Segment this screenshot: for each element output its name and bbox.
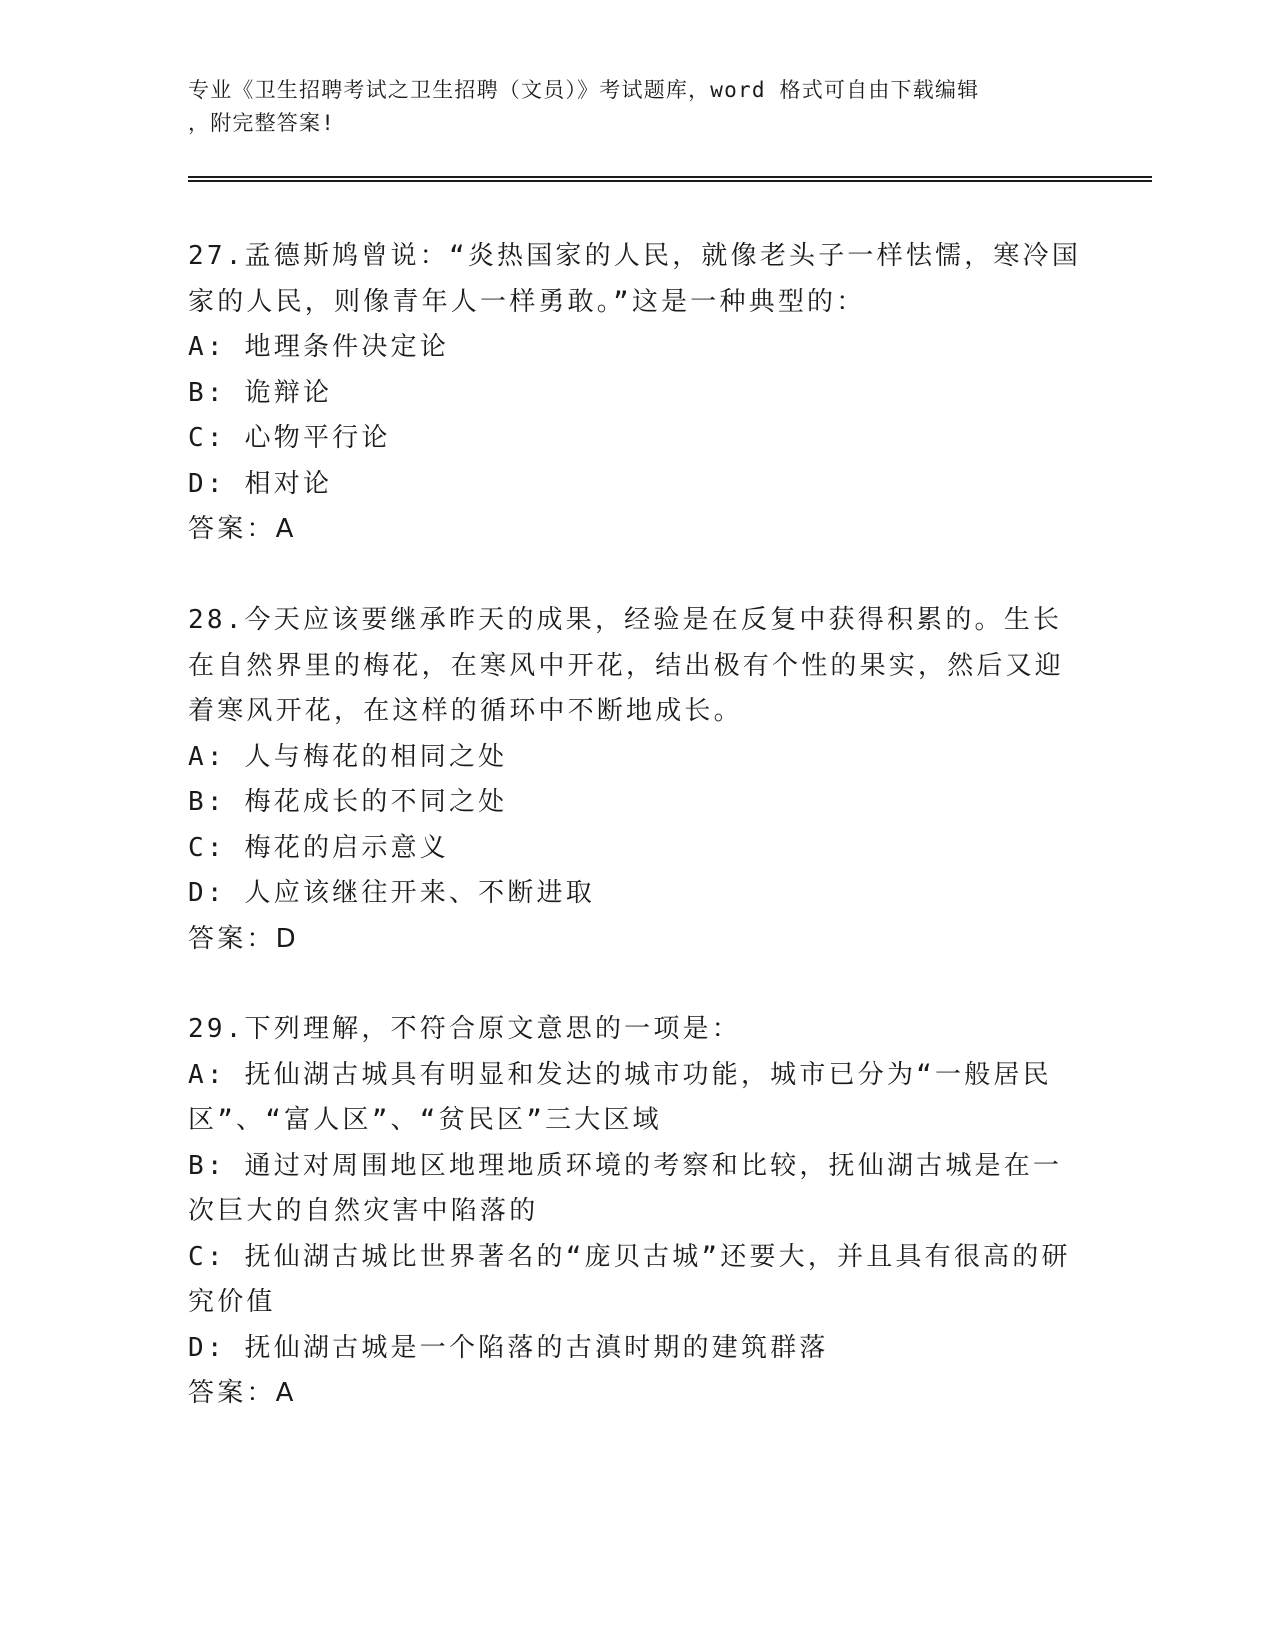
option-c: C: 抚仙湖古城比世界著名的“庞贝古城”还要大，并且具有很高的研究价值 bbox=[188, 1241, 1071, 1317]
question-stem: 28.今天应该要继承昨天的成果，经验是在反复中获得积累的。生长在自然界里的梅花，在寒风中开花，结出极有个性的果实，然后又迎着寒风开花，在这样的循环中不断地成长。 bbox=[188, 605, 1065, 726]
header-divider bbox=[188, 176, 1152, 182]
option-b: B: 梅花成长的不同之处 bbox=[188, 787, 508, 817]
question-27 bbox=[188, 234, 1088, 553]
answer-line: 答案：D bbox=[188, 923, 299, 954]
option-d: D: 相对论 bbox=[188, 468, 333, 499]
question-stem: 29.下列理解，不符合原文意思的一项是： bbox=[188, 1014, 741, 1044]
answer-line: 答案：A bbox=[188, 514, 297, 544]
option-a: A: 地理条件决定论 bbox=[188, 332, 449, 362]
option-a: A: 人与梅花的相同之处 bbox=[188, 741, 508, 772]
header-line-2: ，附完整答案! bbox=[188, 111, 336, 135]
option-d: D: 人应该继往开来、不断进取 bbox=[188, 878, 595, 908]
question-stem: 27.孟德斯鸠曾说：“炎热国家的人民，就像老头子一样怯懦，寒冷国家的人民，则像青年人一样勇敢。”这是一种典型的： bbox=[188, 241, 1082, 317]
header-line-1: 专业《卫生招聘考试之卫生招聘（文员）》考试题库，word 格式可自由下载编辑 bbox=[188, 78, 980, 102]
option-c: C: 心物平行论 bbox=[188, 423, 391, 453]
option-c: C: 梅花的启示意义 bbox=[188, 832, 449, 863]
option-b: B: 诡辩论 bbox=[188, 377, 333, 408]
question-28 bbox=[188, 598, 1088, 962]
option-a: A: 抚仙湖古城具有明显和发达的城市功能，城市已分为“一般居民区”、“富人区”、“贫民区”三大区域 bbox=[188, 1059, 1052, 1135]
document-header bbox=[188, 74, 1088, 140]
option-d: D: 抚仙湖古城是一个陷落的古滇时期的建筑群落 bbox=[188, 1332, 829, 1363]
question-29 bbox=[188, 1007, 1088, 1417]
option-b: B: 通过对周围地区地理地质环境的考察和比较，抚仙湖古城是在一次巨大的自然灾害中陷落的 bbox=[188, 1150, 1063, 1226]
answer-line: 答案：A bbox=[188, 1378, 297, 1408]
